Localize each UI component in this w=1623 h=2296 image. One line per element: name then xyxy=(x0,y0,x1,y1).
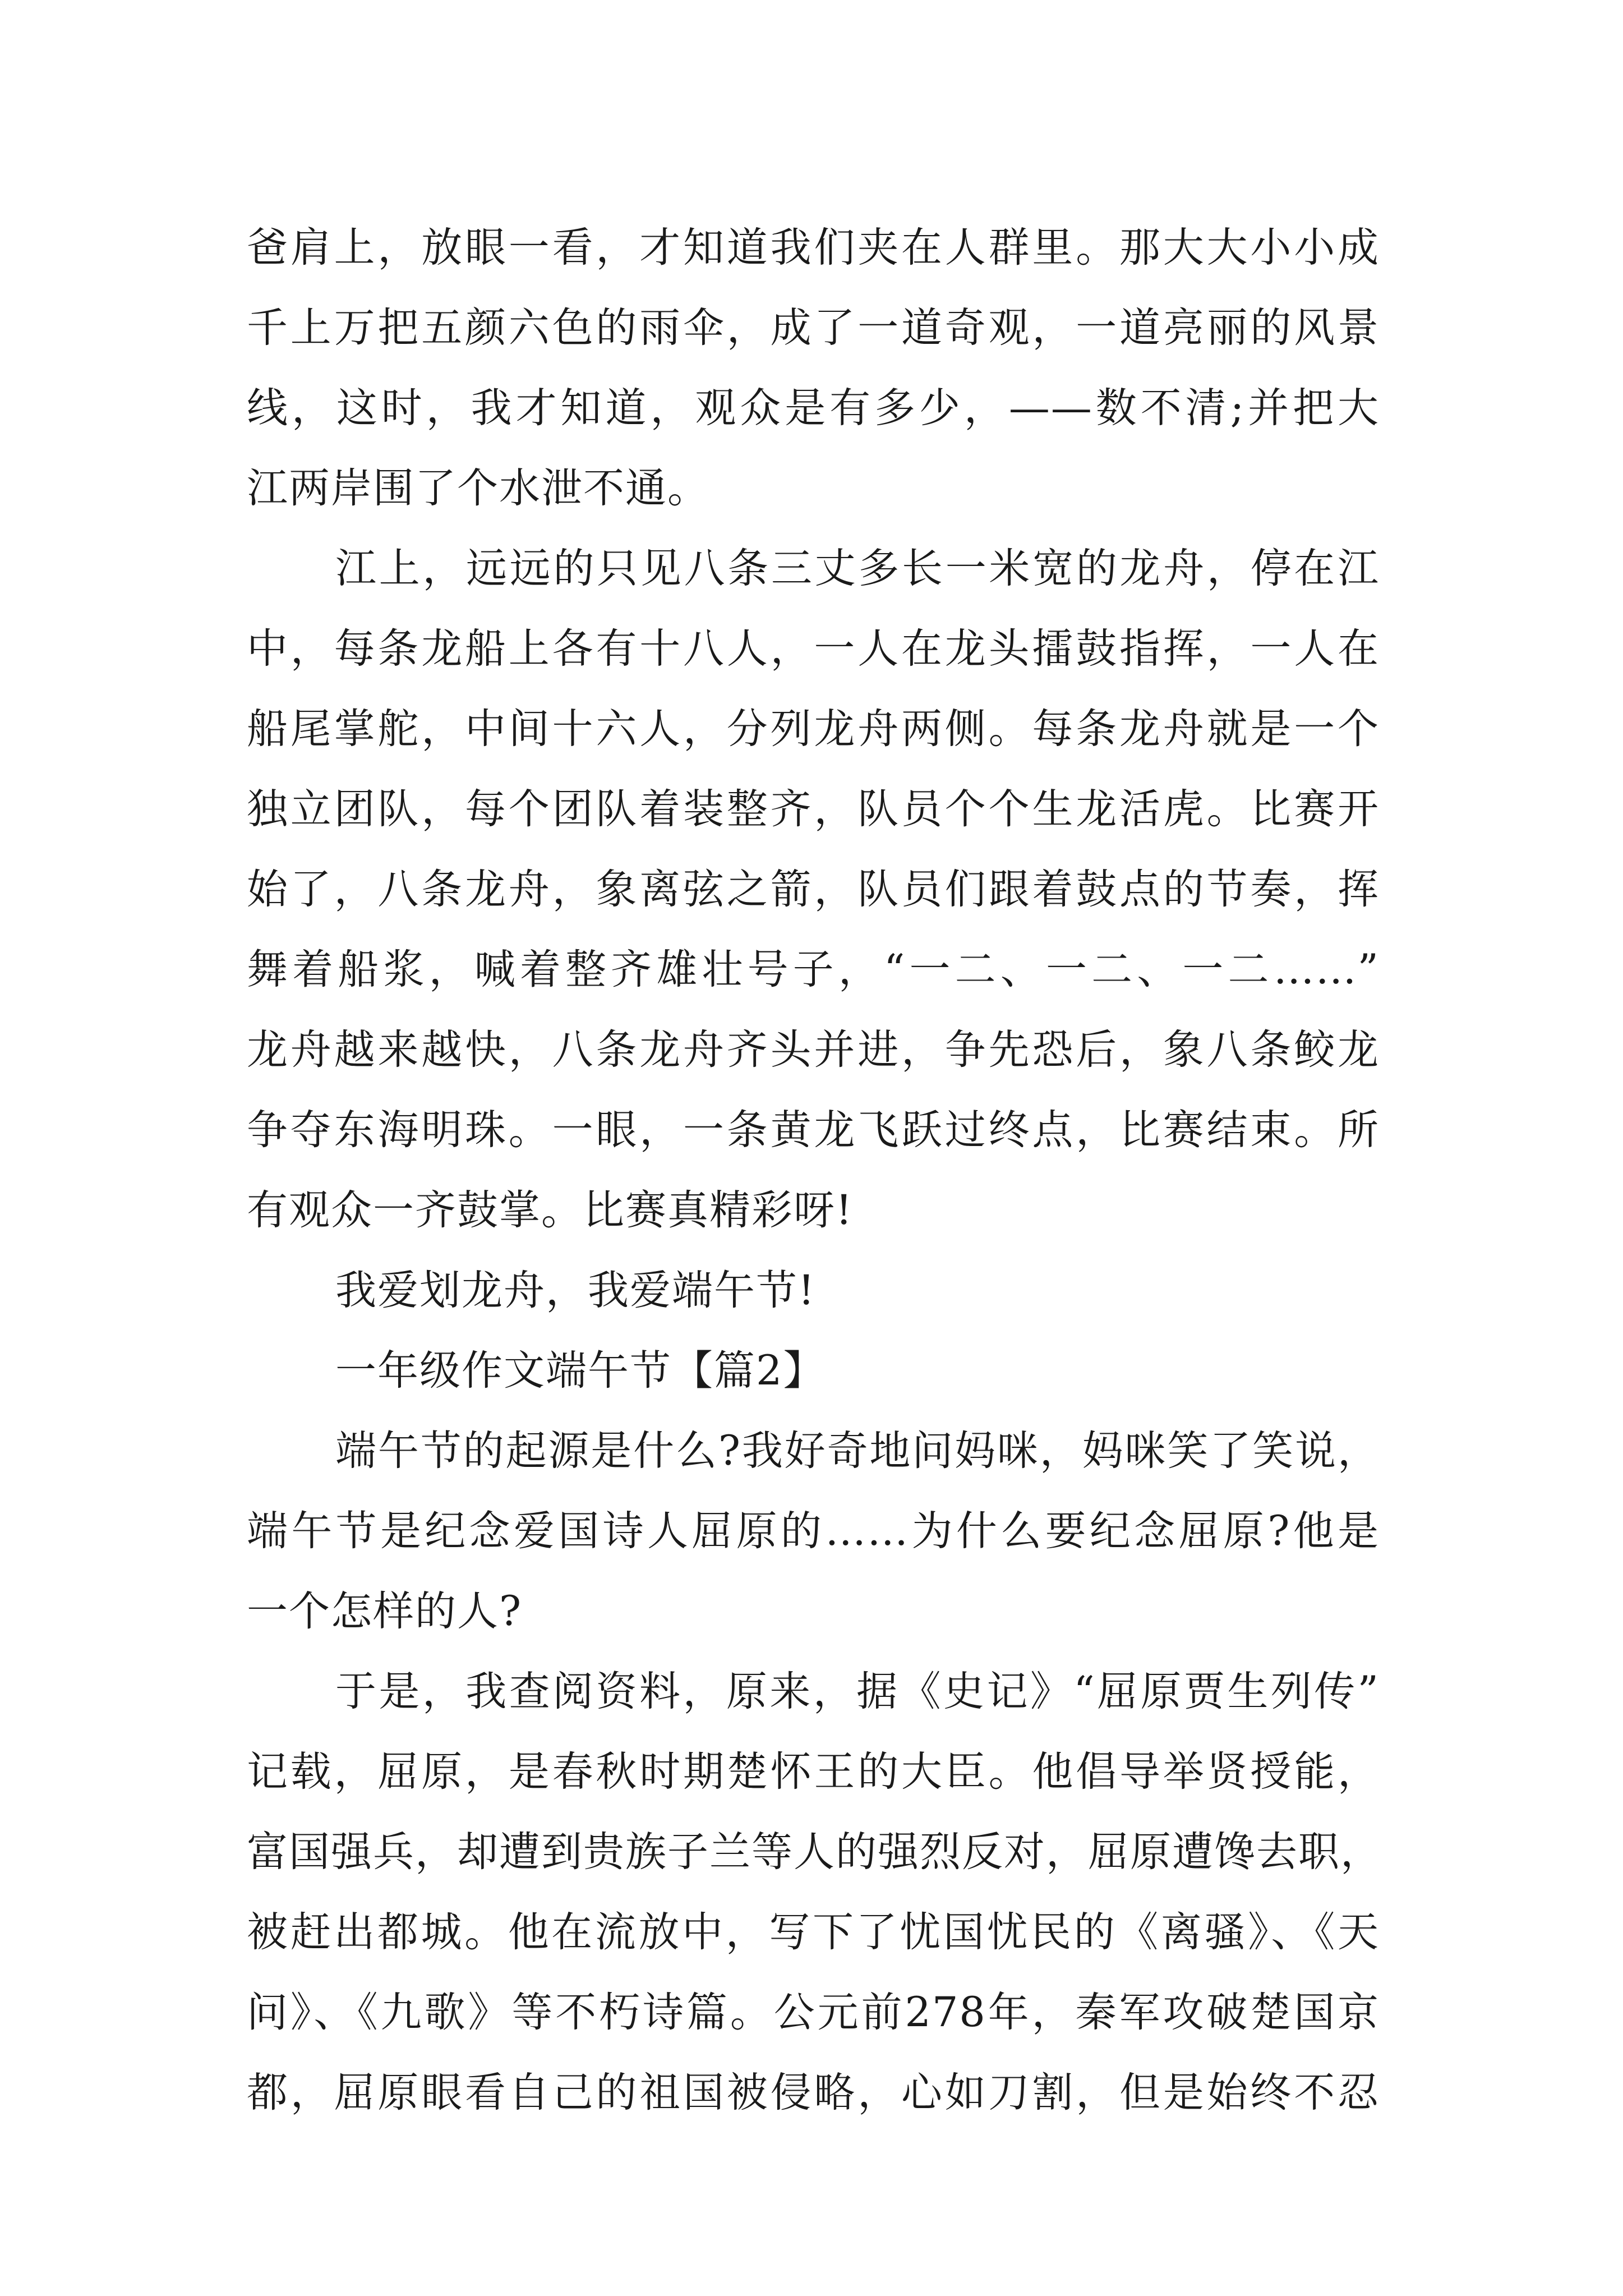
text-line-12: 争夺东海明珠。一眼，一条黄龙飞跃过终点，比赛结束。所 xyxy=(247,1106,1380,1154)
text-line-5: 江上，远远的只见八条三丈多长一米宽的龙舟，停在江 xyxy=(335,545,1380,592)
text-line-23: 问》、《九歌》等不朽诗篇。公元前278年，秦军攻破楚国京 xyxy=(247,1989,1380,2036)
text-line-10: 舞着船浆，喊着整齐雄壮号子，“一二、一二、一二……” xyxy=(247,946,1380,993)
text-line-20: 记载，屈原，是春秋时期楚怀王的大臣。他倡导举贤授能， xyxy=(247,1748,1380,1796)
text-line-4: 江两岸围了个水泄不通。 xyxy=(247,464,709,512)
text-line-7: 船尾掌舵，中间十六人，分列龙舟两侧。每条龙舟就是一个 xyxy=(247,705,1380,753)
text-line-11: 龙舟越来越快，八条龙舟齐头并进，争先恐后，象八条鲛龙 xyxy=(247,1026,1380,1074)
text-line-2: 千上万把五颜六色的雨伞，成了一道奇观，一道亮丽的风景 xyxy=(247,304,1380,352)
text-line-9: 始了，八条龙舟，象离弦之箭，队员们跟着鼓点的节奏，挥 xyxy=(247,866,1380,913)
text-line-24: 都，屈原眼看自己的祖国被侵略，心如刀割，但是始终不忍 xyxy=(247,2069,1380,2116)
text-line-6: 中，每条龙船上各有十八人，一人在龙头擂鼓指挥，一人在 xyxy=(247,625,1380,673)
text-line-3: 线，这时，我才知道，观众是有多少，——数不清;并把大 xyxy=(247,384,1380,432)
text-line-18: 一个怎样的人? xyxy=(247,1588,523,1635)
section-heading: 一年级作文端午节【篇2】 xyxy=(335,1347,826,1395)
text-line-13: 有观众一齐鼓掌。比赛真精彩呀! xyxy=(247,1186,854,1234)
text-line-21: 富国强兵，却遭到贵族子兰等人的强烈反对，屈原遭馋去职， xyxy=(247,1828,1382,1876)
text-line-22: 被赶出都城。他在流放中，写下了忧国忧民的《离骚》、《天 xyxy=(247,1908,1380,1956)
text-line-8: 独立团队，每个团队着装整齐，队员个个生龙活虎。比赛开 xyxy=(247,785,1380,833)
text-line-19: 于是，我查阅资料，原来，据《史记》“屈原贾生列传” xyxy=(335,1668,1380,1715)
text-line-14: 我爱划龙舟，我爱端午节! xyxy=(335,1267,816,1314)
text-line-16: 端午节的起源是什么?我好奇地问妈咪，妈咪笑了笑说， xyxy=(335,1427,1380,1475)
text-line-17: 端午节是纪念爱国诗人屈原的……为什么要纪念屈原?他是 xyxy=(247,1507,1380,1555)
text-line-1: 爸肩上，放眼一看，才知道我们夹在人群里。那大大小小成 xyxy=(247,224,1380,272)
essay-body xyxy=(247,208,1380,2133)
